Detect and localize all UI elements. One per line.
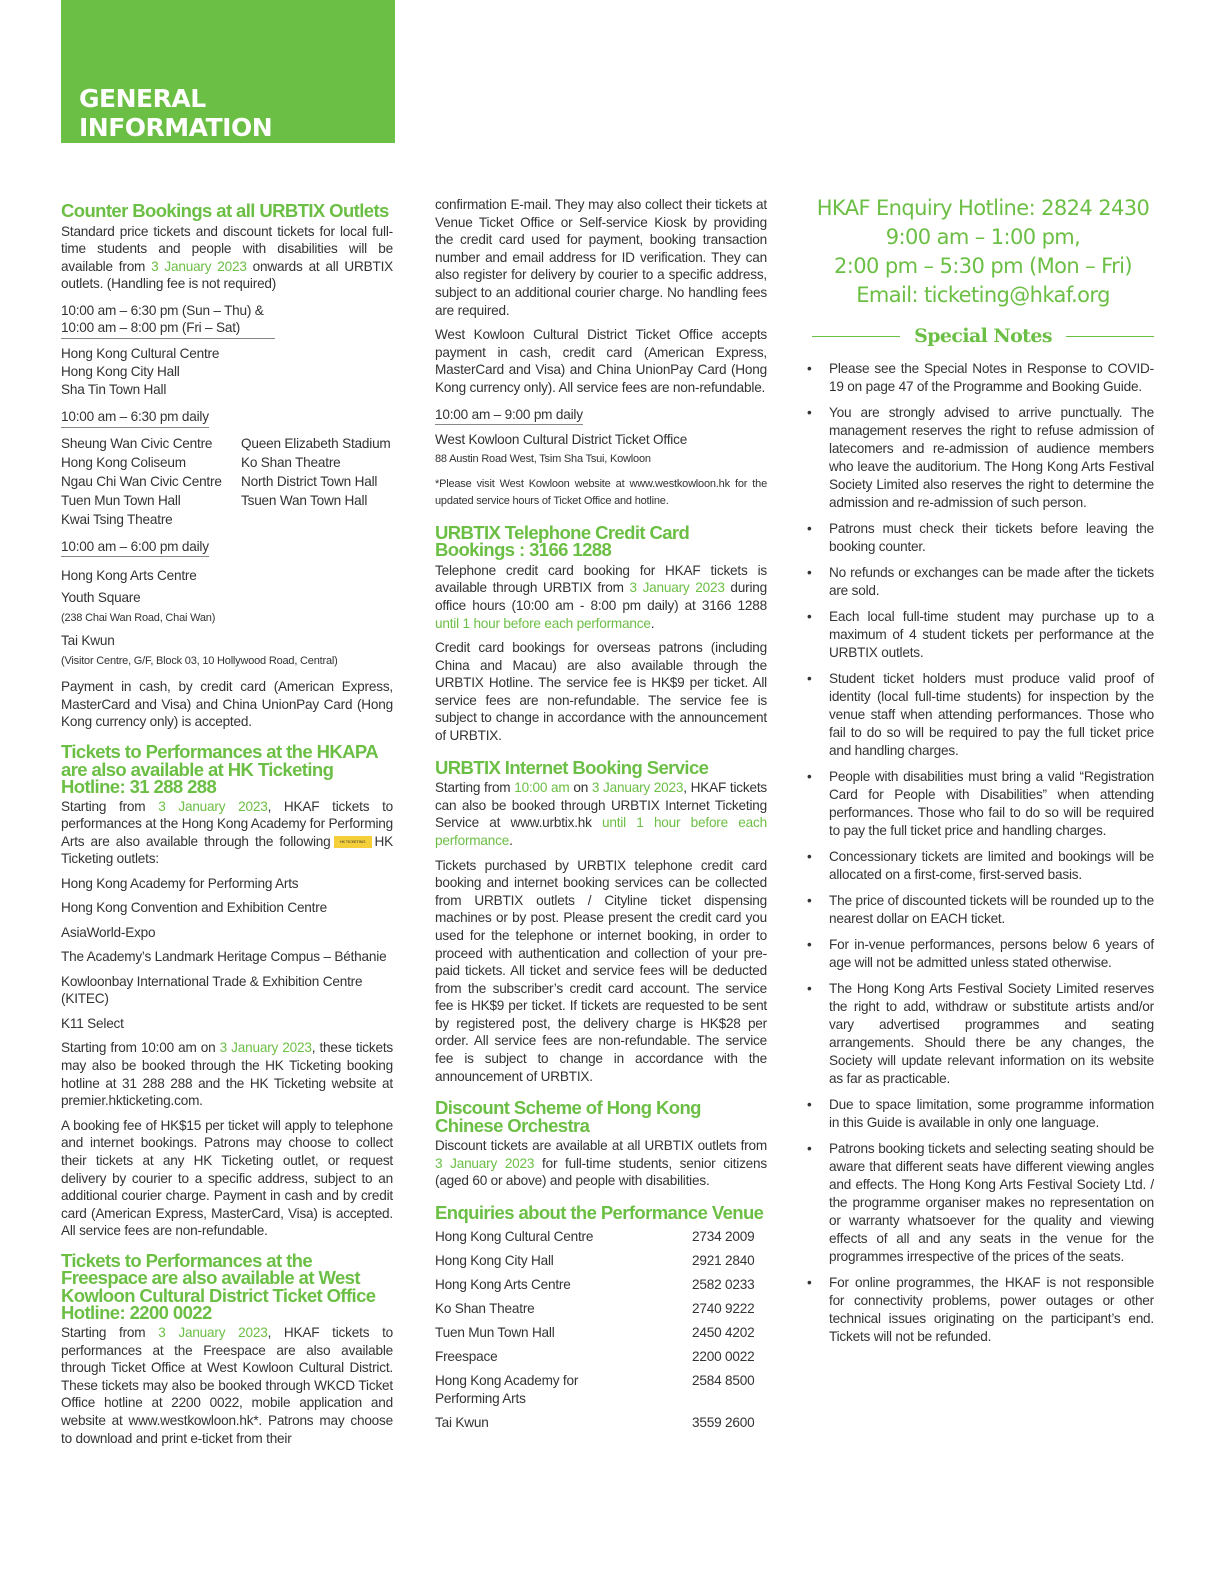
venue-item: Sheung Wan Civic Centre (61, 435, 213, 451)
venue-phone: 3559 2600 (692, 1414, 755, 1430)
paragraph (61, 798, 393, 868)
venue-name: Freespace (435, 1348, 498, 1364)
note-text: Patrons booking tickets and selecting seating should be aware that different seats have different viewing angles and effects. The Hong Kong Arts Festival Society Ltd. / the programme organiser makes no representation on or warranty whatsoever for the quality and viewing effects of all and any seats in the venue for the programmes irrespective of the prices of the seats. (829, 1140, 1154, 1264)
bullet-icon: • (807, 980, 812, 996)
paragraph: Tickets purchased by URBTIX telephone credit card booking and internet booking services can be collected from URBTIX outlets / Cityline ticket dispensing machines or by post. Please present the credit card you used for the telephone or internet booking, in order to proceed with authentication and collection of your pre-paid tickets. All ticket and service fees will be deducted from the subscriber’s credit card account. The service fee is HK$9 per ticket. If tickets are requested to be sent by registered post, the delivery charge is HK$28 per order. All service fees are non-refundable. The service fee is subject to change in accordance with the announcement of URBTIX. (435, 857, 767, 1084)
email-text: Email: ticketing@hkaf.org (856, 283, 1110, 307)
text: Starting from (61, 1324, 159, 1340)
venue-item: Hong Kong City Hall (61, 364, 180, 380)
outlet-item: The Academy’s Landmark Heritage Compus – Béthanie (61, 949, 387, 965)
special-notes-header (812, 325, 1154, 347)
note-text: Patrons must check their tickets before leaving the booking counter. (829, 520, 1154, 554)
date-highlight: 3 January 2023 (629, 580, 725, 596)
list-item (807, 892, 1154, 928)
text-highlight: until 1 hour before each performance (435, 815, 767, 848)
time-highlight: 10:00 am (514, 780, 570, 796)
table-row (435, 1372, 767, 1408)
venue-phone: 2582 0233 (692, 1276, 755, 1292)
text: for full-time students, senior citizens (aged 60 or above) and people with disabilities. (435, 1155, 767, 1189)
bullet-icon: • (807, 670, 812, 686)
paragraph: A booking fee of HK$15 per ticket will apply to telephone and internet bookings. Patrons may choose to collect their tickets at any HK Ticketing outlet, or request delivery by courier to a specific address, subject to an additional courier charge. Payment in cash and by credit card (American Express, MasterCard, Visa) is accepted. All service fees are non-refundable. (61, 1117, 393, 1239)
text: Discount tickets are available at all URBTIX outlets from (435, 1138, 767, 1154)
divider (812, 336, 900, 337)
table-row (435, 1228, 767, 1246)
bullet-icon: • (807, 1140, 812, 1156)
note-text: Each local full-time student may purchase up to a maximum of 4 student tickets per performance at the URBTIX outlets. (829, 608, 1154, 660)
bullet-icon: • (807, 564, 812, 580)
venue-address: (238 Chai Wan Road, Chai Wan) (61, 612, 216, 625)
special-notes-title: Special Notes (914, 325, 1052, 347)
bullet-icon: • (807, 768, 812, 784)
list-item (807, 404, 1154, 512)
list-item (807, 980, 1154, 1088)
text: onwards at all URBTIX outlets. (Handling fee is not required) (61, 258, 394, 292)
bullet-icon: • (807, 1096, 812, 1112)
text: . (650, 615, 655, 631)
venue-item (241, 510, 393, 529)
text-highlight: until 1 hour before each performance (435, 615, 651, 631)
outlet-item: AsiaWorld-Expo (61, 924, 156, 940)
note-text: For in-venue performances, persons below 6 years of age will not be admitted unless stated otherwise. (829, 936, 1154, 970)
section-heading-telephone-booking: URBTIX Telephone Credit Card Bookings : 3166 1288 (435, 521, 690, 561)
venue-item: Ngau Chi Wan Civic Centre (61, 473, 222, 489)
venue-phone-table (435, 1228, 767, 1432)
outlet-item: Hong Kong Academy for Performing Arts (61, 875, 299, 891)
paragraph (435, 1137, 767, 1190)
venue-item: Queen Elizabeth Stadium (241, 435, 391, 451)
paragraph (435, 779, 767, 849)
list-item (807, 608, 1154, 662)
venue-item: Hong Kong Cultural Centre (61, 346, 220, 362)
footnote: *Please visit West Kowloon website at www.westkowloon.hk for the updated service hours of Ticket Office and hotline. (435, 477, 767, 507)
venue-phone: 2200 0022 (692, 1348, 755, 1364)
hours-label: 10:00 am – 6:30 pm daily (61, 408, 209, 428)
note-text: No refunds or exchanges can be made after the tickets are sold. (829, 564, 1154, 598)
venue-item: Hong Kong Arts Centre (61, 568, 197, 584)
text: HK Ticketing outlets: (61, 833, 393, 867)
bullet-icon: • (807, 1274, 812, 1290)
paragraph (61, 1039, 393, 1109)
venue-item: Hong Kong Coliseum (61, 454, 186, 470)
list-item (807, 848, 1154, 884)
list-item (807, 564, 1154, 600)
note-text: People with disabilities must bring a valid “Registration Card for People with Disabilities” when attending performances. Those who fail to do so will be required to pay the full ticket price and handling charges. (829, 768, 1154, 838)
venue-phone: 2450 4202 (692, 1324, 755, 1340)
paragraph: Credit card bookings for overseas patrons (including China and Macau) are also available through the URBTIX Hotline. The service fee is HK$9 per ticket. All service fees are non-refundable. The service fee is subject to change in accordance with the announcement of URBTIX. (435, 640, 767, 744)
bullet-icon: • (807, 936, 812, 952)
outlet-item: Hong Kong Convention and Exhibition Centre (61, 900, 327, 916)
paragraph (61, 1324, 393, 1447)
list-item (807, 520, 1154, 556)
venue-phone: 2734 2009 (692, 1228, 755, 1244)
date-highlight: 3 January 2023 (591, 780, 684, 796)
venue-phone: 2921 2840 (692, 1252, 755, 1268)
section-heading-discount-scheme: Discount Scheme of Hong Kong Chinese Orchestra (435, 1097, 701, 1136)
column-right (807, 196, 1154, 1354)
list-item (807, 670, 1154, 760)
text: Starting from (435, 780, 515, 796)
list-item (807, 1274, 1154, 1346)
venue-item: Tai Kwun (61, 633, 115, 649)
venue-name: Hong Kong Cultural Centre (435, 1228, 594, 1244)
venue-name: Tuen Mun Town Hall (435, 1324, 555, 1340)
paragraph: Payment in cash, by credit card (American Express, MasterCard and Visa) and China UnionPay Card (Hong Kong currency only) is accepted. (61, 679, 393, 730)
venue-name: Tai Kwun (435, 1414, 489, 1430)
venue-phone: 2584 8500 (692, 1372, 755, 1388)
list-item (807, 768, 1154, 840)
bullet-icon: • (807, 848, 812, 864)
text: , these tickets may also be booked through the HK Ticketing booking hotline at 31 288 288 and the HK Ticketing website at premier.hkticketing.com. (61, 1040, 393, 1109)
section-heading-counter-bookings: Counter Bookings at all URBTIX Outlets (61, 200, 389, 221)
header-banner (61, 0, 395, 143)
date-highlight: 3 January 2023 (158, 1324, 268, 1340)
table-row (435, 1324, 767, 1342)
venue-phone: 2740 9222 (692, 1300, 755, 1316)
list-item (807, 1140, 1154, 1266)
date-highlight: 3 January 2023 (158, 798, 268, 814)
bullet-icon: • (807, 404, 812, 420)
note-text: For online programmes, the HKAF is not responsible for connectivity problems, power outages or other technical issues originating on the participant’s end. Tickets will not be refunded. (829, 1274, 1154, 1344)
table-row (435, 1348, 767, 1366)
venue-item: North District Town Hall (241, 473, 378, 489)
column-left (61, 196, 393, 1447)
note-text: Please see the Special Notes in Response to COVID-19 on page 47 of the Programme and Booking Guide. (829, 360, 1154, 394)
note-text: The Hong Kong Arts Festival Society Limited reserves the right to add, withdraw or substitute artists and/or vary advertised programmes and seating arrangements. Should there be any changes, the Society will update relevant information on its website as far as practicable. (829, 980, 1154, 1086)
hours-text: 9:00 am – 1:00 pm, (885, 225, 1081, 249)
hk-ticketing-logo: HK TICKETING (334, 836, 372, 848)
section-heading-hkapa: Tickets to Performances at the HKAPA are also available at HK Ticketing Hotline: 31 288 288 (61, 741, 378, 798)
venue-item: West Kowloon Cultural District Ticket Office (435, 432, 688, 448)
list-item (807, 936, 1154, 972)
special-notes-list (807, 360, 1154, 1346)
hotline-text: HKAF Enquiry Hotline: 2824 2430 (816, 196, 1150, 220)
venue-grid (61, 434, 393, 529)
venue-name: Hong Kong City Hall (435, 1252, 554, 1268)
paragraph (435, 562, 767, 632)
text: Standard price tickets and discount tickets for local full-time students and people with disabilities will be available from (61, 223, 393, 274)
date-highlight: 3 January 2023 (151, 258, 247, 274)
text: , HKAF tickets to performances at the Freespace are also available through Ticket Office at West Kowloon Cultural District. These tickets may also be booked through WKCD Ticket Office hotline at 2200 0022, mobile application and website at www.westkowloon.hk*. Patrons may choose to download and print e-ticket from their (61, 1324, 394, 1446)
date-highlight: 3 January 2023 (219, 1040, 312, 1056)
venue-address: 88 Austin Road West, Tsim Sha Tsui, Kowloon (435, 452, 651, 465)
list-item (807, 360, 1154, 396)
note-text: Concessionary tickets are limited and bookings will be allocated on a first-come, first-served basis. (829, 848, 1154, 882)
venue-list (61, 345, 393, 399)
venue-item: Kwai Tsing Theatre (61, 511, 173, 527)
divider (1066, 336, 1154, 337)
text: during office hours (10:00 am - 8:00 pm daily) at 3166 1288 (435, 580, 767, 613)
hours-text: 10:00 am – 8:00 pm (Fri – Sat) (61, 320, 241, 336)
hours-text: 10:00 am – 6:30 pm (Sun – Thu) & (61, 302, 264, 318)
enquiry-contact-block (812, 194, 1154, 310)
bullet-icon: • (807, 892, 812, 908)
venue-item: Ko Shan Theatre (241, 454, 341, 470)
text: , HKAF tickets to performances at the Hong Kong Academy for Performing Arts are also available through the following (61, 798, 394, 849)
text: Starting from (61, 798, 159, 814)
outlet-list (61, 875, 393, 1033)
venue-address: (Visitor Centre, G/F, Block 03, 10 Hollywood Road, Central) (61, 655, 338, 668)
section-heading-venue-enquiries: Enquiries about the Performance Venue (435, 1202, 764, 1224)
venue-name: Hong Kong Arts Centre (435, 1276, 571, 1292)
venue-list (61, 565, 393, 670)
note-text: The price of discounted tickets will be rounded up to the nearest dollar on EACH ticket. (829, 892, 1154, 926)
note-text: You are strongly advised to arrive punctually. The management reserves the right to refuse admission of latecomers and re-admission of audience members who leave the auditorium. The Hong Kong Arts Festival Society Limited also reserves the right to determine the admission and re-admission of such person. (829, 404, 1154, 510)
note-text: Student ticket holders must produce valid proof of identity (local full-time students) for inspection by the venue staff when attending performances. Those who fail to do so will be required to pay the full ticket price and handling charges. (829, 670, 1154, 758)
page-title: GENERAL INFORMATION (79, 84, 273, 142)
hours-label: 10:00 am – 6:00 pm daily (61, 538, 209, 558)
venue-name: Ko Shan Theatre (435, 1300, 535, 1316)
table-row (435, 1300, 767, 1318)
hours-label: 10:00 am – 9:00 pm daily (435, 406, 583, 426)
bullet-icon: • (807, 520, 812, 536)
outlet-item: K11 Select (61, 1015, 124, 1031)
text: , HKAF tickets can also be booked through URBTIX Internet Ticketing Service at www.urbtix.hk (435, 780, 768, 831)
venue-item: Tuen Mun Town Hall (61, 492, 181, 508)
bullet-icon: • (807, 608, 812, 624)
text: Starting from 10:00 am on (61, 1040, 220, 1056)
table-row (435, 1414, 767, 1432)
section-heading-freespace: Tickets to Performances at the Freespace are also available at West Kowloon Cultural District Ticket Office Hotline: 2200 0022 (61, 1249, 376, 1324)
list-item (807, 1096, 1154, 1132)
outlet-item: Kowloonbay International Trade & Exhibition Centre (KITEC) (61, 973, 363, 1007)
hours-text: 2:00 pm – 5:30 pm (Mon – Fri) (834, 254, 1132, 278)
table-row (435, 1276, 767, 1294)
venue-item: Youth Square (61, 590, 141, 606)
paragraph: confirmation E-mail. They may also collect their tickets at Venue Ticket Office or Self-service Kiosk by providing the credit card used for payment, booking transaction number and email address for ID verification. They can also register for delivery by courier to a specific address, subject to an additional courier charge. No handling fees are required. (435, 197, 767, 318)
date-highlight: 3 January 2023 (435, 1155, 535, 1171)
column-middle (435, 196, 767, 1438)
hours-label (61, 302, 275, 339)
venue-item: Tsuen Wan Town Hall (241, 492, 368, 508)
section-heading-internet-booking: URBTIX Internet Booking Service (435, 756, 709, 778)
venue-name: Hong Kong Academy for Performing Arts (435, 1372, 579, 1406)
text: Telephone credit card booking for HKAF tickets is available through URBTIX from (435, 562, 767, 596)
text: on (569, 780, 592, 796)
bullet-icon: • (807, 360, 812, 376)
paragraph: West Kowloon Cultural District Ticket Office accepts payment in cash, credit card (American Express, MasterCard and Visa) and China UnionPay Card (Hong Kong currency only). All service fees are non-refundable. (435, 327, 767, 395)
venue-item: Sha Tin Town Hall (61, 382, 167, 398)
text: . (509, 832, 513, 848)
note-text: Due to space limitation, some programme information in this Guide is available in only one language. (829, 1096, 1154, 1130)
table-row (435, 1252, 767, 1270)
paragraph (61, 223, 393, 293)
